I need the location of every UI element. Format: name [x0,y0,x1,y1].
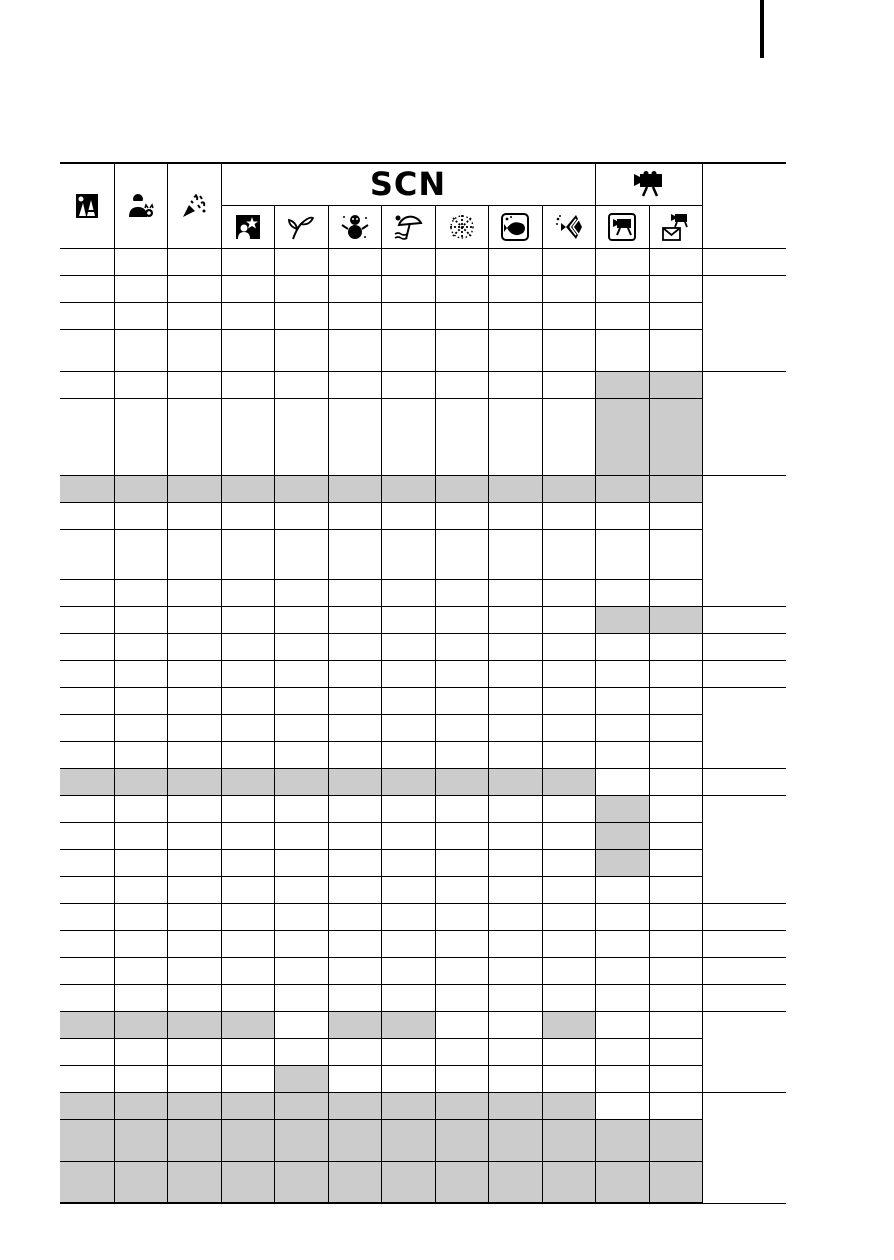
table-row [60,930,786,957]
header-beach [381,205,435,248]
fireworks-icon [448,213,476,241]
header-indoor [167,163,221,248]
table-row [60,633,786,660]
table-row [60,1119,786,1161]
underwater-icon [501,213,529,241]
table-row [60,275,786,302]
header-scn-group [221,163,595,205]
table-row [60,741,786,768]
header-night-snapshot [60,163,114,248]
header-foliage [274,205,328,248]
foliage-icon [287,214,315,240]
night-snapshot-icon [76,194,98,218]
table-row [60,606,786,633]
table-row [60,1038,786,1065]
movie-email-icon [661,213,691,241]
table-row [60,1065,786,1092]
movie-standard-icon [608,213,636,241]
table-row [60,849,786,876]
header-underwater [488,205,542,248]
table-row [60,1092,786,1119]
table-row [60,687,786,714]
function-availability-table [60,162,786,1204]
night-scene-icon [235,214,261,240]
beach-icon [393,213,423,241]
table-row [60,371,786,398]
table-row [60,579,786,606]
table-row [60,398,786,475]
header-movie-group [595,163,702,205]
scn-label: SCN [369,165,447,204]
table-row [60,795,786,822]
table-row [60,502,786,529]
indoor-icon [181,193,207,219]
table-row [60,660,786,687]
table-row [60,957,786,984]
table-row [60,475,786,502]
header-aquarium [542,205,595,248]
snow-icon [341,213,369,241]
header-fireworks [435,205,488,248]
table-row [60,984,786,1011]
table-row [60,903,786,930]
table-row [60,302,786,329]
aquarium-icon [554,213,584,241]
movie-icon [632,171,666,197]
table-row [60,329,786,371]
header-kids-pets [114,163,167,248]
header-notes-blank [702,163,786,248]
table-row [60,714,786,741]
kids-and-pets-icon [127,193,155,219]
table-row [60,822,786,849]
table-row [60,876,786,903]
table-row [60,1011,786,1038]
header-night-scene [221,205,274,248]
page-edge-marker [760,0,764,58]
header-snow [328,205,381,248]
table-row [60,768,786,795]
table-row [60,529,786,579]
header-movie-standard [595,205,649,248]
table-row [60,248,786,275]
table-row [60,1161,786,1203]
header-row-1 [60,163,786,205]
header-movie-email [649,205,702,248]
